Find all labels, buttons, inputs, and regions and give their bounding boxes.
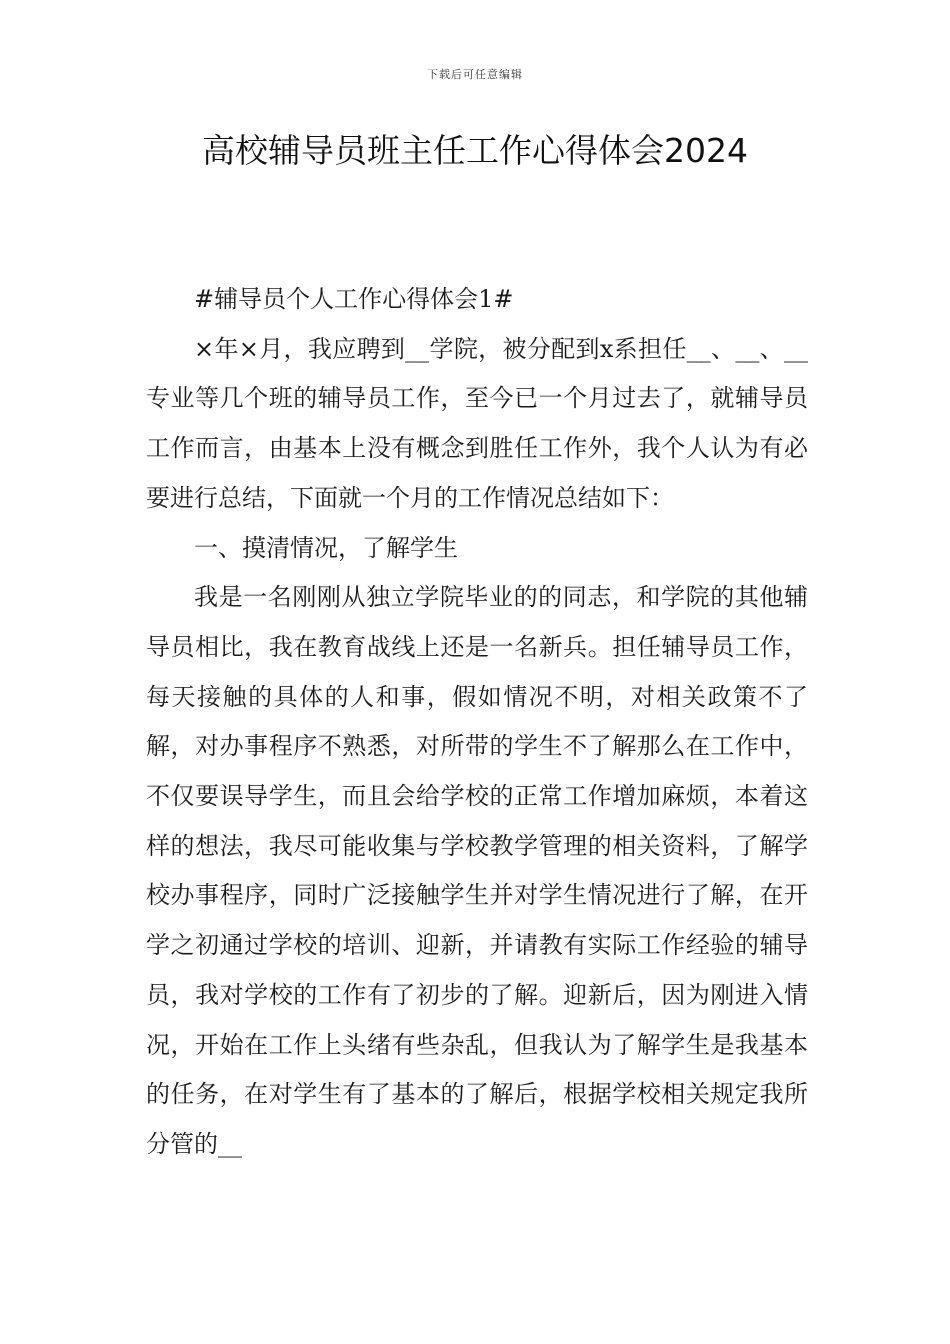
header-note: 下载后可任意编辑: [427, 68, 523, 81]
section-heading: #辅导员个人工作心得体会1#: [194, 285, 514, 313]
body-paragraph: ×年×月，我应聘到__学院，被分配到x系担任__、__、__专业等几个班的辅导员工作，至今已一个月过去了，就辅导员工作而言，由基本上没有概念到胜任工作外，我个人认为有必要进行总结，下面就一个月的工作情况总结如下：: [146, 334, 808, 512]
document-title: 高校辅导员班主任工作心得体会2024: [202, 131, 748, 170]
body-paragraph: 我是一名刚刚从独立学院毕业的的同志，和学院的其他辅导员相比，我在教育战线上还是一名新兵。担任辅导员工作，每天接触的具体的人和事，假如情况不明，对相关政策不了解，对办事程序不熟悉，对所带的学生不了解那么在工作中，不仅要误导学生，而且会给学校的正常工作增加麻烦，本着这样的想法，我尽可能收集与学校教学管理的相关资料，了解学校办事程序，同时广泛接触学生并对学生情况进行了解，在开学之初通过学校的培训、迎新，并请教有实际工作经验的辅导员，我对学校的工作有了初步的了解。迎新后，因为刚进入情况，开始在工作上头绪有些杂乱，但我认为了解学生是我基本的任务，在对学生有了基本的了解后，根据学校相关规定我所分管的__: [146, 583, 808, 1158]
document-body: [146, 275, 808, 1170]
subsection-heading: 一、摸清情况，了解学生: [194, 533, 458, 562]
